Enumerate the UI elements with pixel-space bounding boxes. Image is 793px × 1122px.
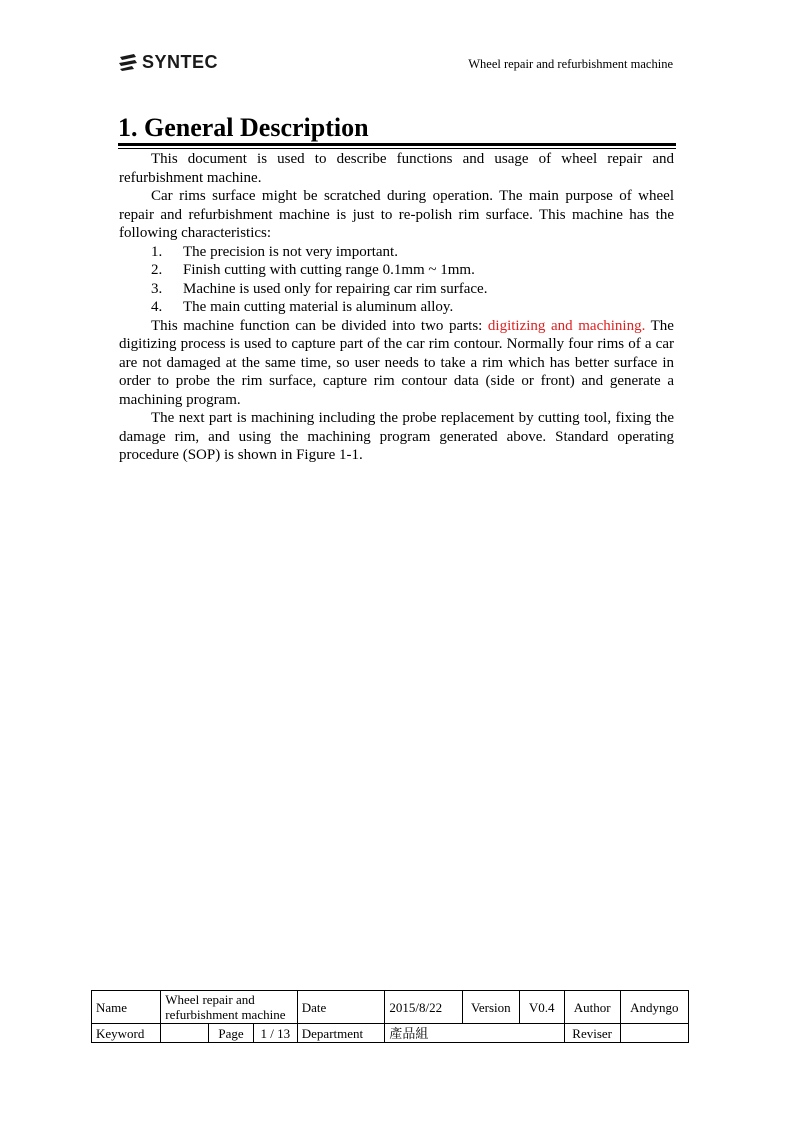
list-number: 2.	[151, 262, 163, 278]
body-text	[119, 150, 674, 465]
characteristics-list	[119, 243, 674, 317]
paragraph-3	[119, 317, 674, 410]
heading-rule-thin	[118, 148, 676, 149]
list-text: The main cutting material is aluminum alloy.	[183, 299, 454, 315]
list-item	[119, 243, 674, 262]
name-value: Wheel repair and refurbishment machine	[161, 991, 298, 1024]
heading-rule-thick	[118, 143, 676, 146]
list-text: Finish cutting with cutting range 0.1mm ~ 1mm.	[183, 262, 475, 278]
department-value: 產品組	[385, 1024, 564, 1043]
version-label: Version	[462, 991, 519, 1024]
list-number: 1.	[151, 243, 163, 260]
syntec-logo-icon	[118, 53, 138, 71]
header-title: Wheel repair and refurbishment machine	[468, 57, 673, 71]
chapter-heading: 1. General Description	[118, 113, 369, 142]
page-value: 1 / 13	[253, 1024, 297, 1043]
page-label: Page	[209, 1024, 254, 1043]
list-item	[119, 280, 674, 299]
list-number: 3.	[151, 280, 163, 297]
list-text: Machine is used only for repairing car rim surface.	[183, 280, 488, 297]
logo-text: SYNTEC	[142, 52, 219, 72]
paragraph-4: The next part is machining including the probe replacement by cutting tool, fixing the damage rim, and using the machining program generated above. Standard operating procedure (SOP) is shown in Figure 1-1.	[119, 410, 674, 463]
list-item	[119, 261, 674, 280]
syntec-logo	[118, 51, 218, 73]
paragraph-1: This document is used to describe functions and usage of wheel repair and refurbishment machine.	[119, 151, 674, 186]
reviser-value	[620, 1024, 688, 1043]
highlight-text: digitizing and machining.	[487, 317, 646, 334]
list-text: The precision is not very important.	[183, 243, 398, 260]
keyword-label: Keyword	[92, 1024, 161, 1043]
reviser-label: Reviser	[564, 1024, 620, 1043]
name-label: Name	[92, 991, 161, 1024]
paragraph-3-end: The digitizing process is used to capture part of the car rim contour. Normally four rims of a car are not damaged at the same time, so user needs to take a rim which has better surface in order to probe the rim surface, capture rim contour data (side or front) and generate a machining program.	[119, 317, 674, 408]
author-value: Andyngo	[620, 991, 688, 1024]
version-value: V0.4	[519, 991, 564, 1024]
list-item	[119, 298, 674, 317]
paragraph-3-start: This machine function can be divided into two parts:	[151, 317, 488, 334]
list-number: 4.	[151, 299, 163, 315]
date-value: 2015/8/22	[385, 991, 462, 1024]
document-info-table	[91, 990, 689, 1043]
department-label: Department	[297, 1024, 385, 1043]
author-label: Author	[564, 991, 620, 1024]
paragraph-2: Car rims surface might be scratched during operation. The main purpose of wheel repair and refurbishment machine is just to re-polish rim surface. This machine has the following characteristics:	[119, 188, 674, 241]
date-label: Date	[297, 991, 385, 1024]
keyword-value	[161, 1024, 209, 1043]
